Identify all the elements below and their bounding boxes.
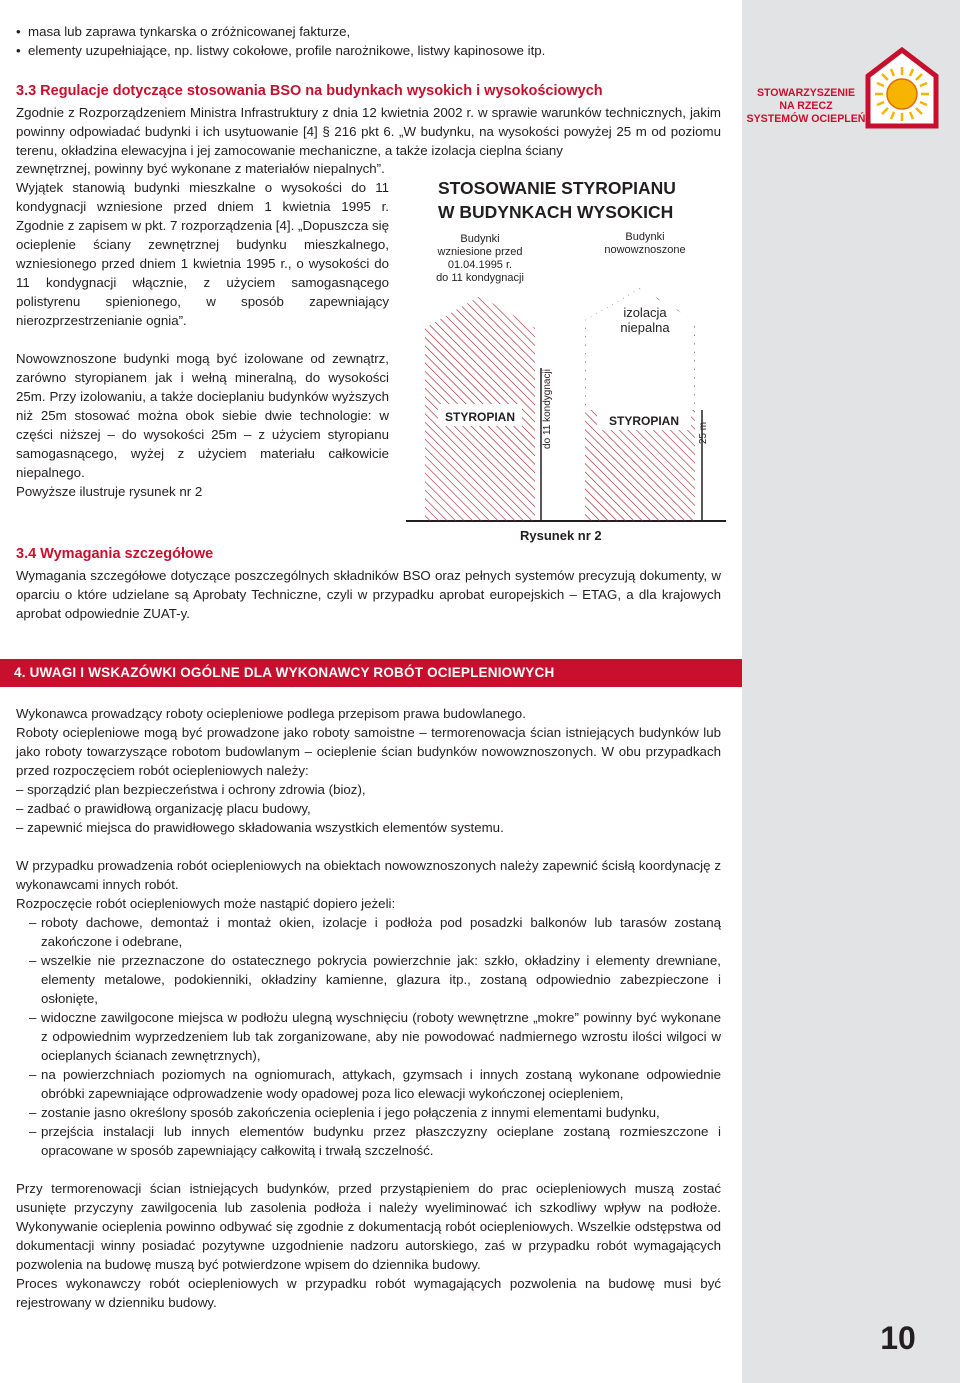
section-3-3-left-column — [16, 159, 389, 501]
paragraph: Wyjątek stanowią budynki mieszkalne o wysokości do 11 kondygnacji wzniesione przed dniem 1 kwietnia 1995 r. Zgodnie z zapisem w pkt. 7 rozporządzenia [4]. „Dopuszcza się ocieplenie ściany zewnętrznej budynku mieszkalnego, wzniesionego przed dniem 1 kwietnia 1995 r., o wysokości do 11 kondygnacji włącznie, z użyciem samogasnącego polistyrenu spienionego, w sposób zapewniający nierozprzestrzenianie ognia”. — [16, 180, 389, 328]
section-4-body — [16, 704, 721, 1312]
height-label: 25 m — [698, 421, 709, 445]
list-item-text: zostanie jasno określony sposób zakończenia ocieplenia i jego połączenia z innymi elementami budynku, — [41, 1105, 660, 1120]
label-line: izolacja — [623, 305, 667, 320]
paragraph: Wykonawca prowadzący roboty ociepleniowe podlega przepisom prawa budowlanego. — [16, 706, 526, 721]
sidebar-panel — [742, 0, 960, 1383]
label-line: wzniesione przed — [437, 246, 523, 258]
association-name-line: NA RZECZ — [779, 100, 833, 112]
section-3-4 — [16, 545, 721, 623]
paragraph: Wymagania szczegółowe dotyczące poszczególnych składników BSO oraz pełnych systemów precyzują dokumenty, w oparciu o które udzielane są Aprobaty Techniczne, czyli w przypadku aprobat europejskich – ETAG, a dla krajowych aprobat odpowiednie ZUAT-y. — [16, 568, 721, 621]
figure-title-line: W BUDYNKACH WYSOKICH — [438, 202, 674, 222]
association-name — [742, 87, 870, 126]
list-item: – wszelkie nie przeznaczone do ostatecznego pokrycia powierzchnie jak: szkło, okładziny i elementy drewniane, elementy metalowe, podokienniki, okładziny kamienne, glazura itp., zostaną odpowiednio zabezpieczone i osłonięte, — [29, 953, 721, 1006]
paragraph: Zgodnie z Rozporządzeniem Ministra Infrastruktury z dnia 12 kwietnia 2002 r. w sprawie warunków technicznych, jakim powinny odpowiadać budynki i ich usytuowanie [4] § 216 pkt 6. „W budynku, na wysokości powyżej 25 m od poziomu terenu, okładzina elewacyjna i jej zamocowanie mechaniczne, a także izolacja cieplna ściany — [16, 105, 721, 158]
paragraph: W przypadku prowadzenia robót ociepleniowych na obiektach nowowznoszonych należy zapewnić ścisłą koordynację z wykonawcami innych robót. — [16, 858, 721, 892]
list-item: – sporządzić plan bezpieczeństwa i ochrony zdrowia (bioz), — [16, 782, 366, 797]
paragraph: Roboty ociepleniowe mogą być prowadzone jako roboty samoistne – termorenowacja ścian istniejących budynków lub jako roboty towarzyszące robotom budowlanym – ocieplenie ścian budynków nowowznoszonych. W obu przypadkach przed rozpoczęciem robót ociepleniowych należy: — [16, 725, 721, 778]
paragraph: Powyższe ilustruje rysunek nr 2 — [16, 484, 203, 499]
page-number: 10 — [880, 1320, 916, 1356]
section-4-banner — [0, 659, 742, 687]
label-line: Budynki — [625, 231, 665, 243]
list-item: – zapewnić miejsca do prawidłowego składowania wszystkich elementów systemu. — [16, 820, 504, 835]
list-item-text: przejścia instalacji lub innych elementów budynku przez płaszczyzny ocieplane zostaną rozmieszczone i opracowane w sposób zapewniający całkowitą i trwałą szczelność. — [41, 1124, 721, 1158]
paragraph: Proces wykonawczy robót ociepleniowych w przypadku robót wymagających pozwolenia na budowę musi być rejestrowany w dzienniku budowy. — [16, 1276, 721, 1310]
association-name-line: SYSTEMÓW OCIEPLEŃ — [746, 113, 866, 125]
paragraph: Przy termorenowacji ścian istniejących budynków, przed przystąpieniem do prac ociepleniowych muszą zostać usunięte przyczyny zawilgocenia lub zasolenia podłoża i należy wyeliminować ich szkodliwy wpływ na podłoże. Wykonywanie ocieplenia powinno odbywać się zgodnie z dokumentacją robót ociepleniowych. Wszelkie odstępstwa od dokumentacji winny posiadać pozytywne uzgodnienie nadzoru autorskiego, zaś w przypadku robót wymagających pozwolenia na budowę muszą być potwierdzone wpisem do dziennika budowy. — [16, 1181, 721, 1272]
label-line: nowowznoszone — [604, 244, 686, 256]
list-item: • masa lub zaprawa tynkarska o zróżnicowanej fakturze, — [16, 22, 716, 41]
section-3-3 — [16, 82, 721, 160]
paragraph: zewnętrznej, powinny być wykonane z materiałów niepalnych”. — [16, 161, 385, 176]
old-building-label — [430, 233, 530, 285]
non-flammable-label — [595, 305, 695, 335]
list-item: • elementy uzupełniające, np. listwy cokołowe, profile narożnikowe, listwy kapinosowe itp. — [16, 41, 716, 60]
paragraph: Nowowznoszone budynki mogą być izolowane od zewnątrz, zarówno styropianem jak i wełną mineralną, do wysokości 25m. Przy izolowaniu, a także docieplaniu budynków wyższych niż 25m stosować można obok siebie dwie technologie: w części niższej – do wysokości 25m – z użyciem styropianu samogasnącego, wyżej z użyciem materiału całkowicie niepalnego. — [16, 351, 389, 480]
list-item: – przejścia instalacji lub innych elementów budynku przez płaszczyzny ocieplane zostaną rozmieszczone i opracowane w sposób zapewniający całkowitą i trwałą szczelność. — [29, 1124, 721, 1158]
label-line: do 11 kondygnacji — [436, 272, 524, 284]
styropian-label: STYROPIAN — [608, 414, 679, 428]
label-line: niepalna — [620, 320, 670, 335]
list-item: – na powierzchniach poziomych na ogniomurach, attykach, gzymsach i innych zostaną wykonane odpowiednie obróbki zapewniające odprowadzenie wody opadowej poza lico elewacji wykończonej ociepleniem, — [29, 1067, 721, 1101]
list-item-text: wszelkie nie przeznaczone do ostatecznego pokrycia powierzchnie jak: szkło, okładziny i elementy drewniane, elementy metalowe, podokienniki, okładziny kamienne, glazura itp., zostaną odpowiednio zabezpieczone i osłonięte, — [41, 953, 721, 1006]
list-item-text: widoczne zawilgocone miejsca w podłożu ulegną wyschnięciu (roboty wewnętrzne „mokre” powinny być wykonane z odpowiednim wyprzedzeniem lub tak zorganizowane, aby nie powodować nadmiernego wzrostu ilości wilgoci w ocieplanych ścianach zewnętrznych), — [41, 1010, 721, 1063]
figure-caption: Rysunek nr 2 — [520, 528, 602, 543]
association-logo-icon — [862, 44, 942, 132]
figure-title — [438, 176, 728, 224]
styropian-label: STYROPIAN — [444, 410, 515, 424]
section-heading: 3.3 Regulacje dotyczące stosowania BSO na budynkach wysokich i wysokościowych — [16, 83, 603, 99]
list-item-text: na powierzchniach poziomych na ogniomurach, attykach, gzymsach i innych zostaną wykonane odpowiednie obróbki zapewniające odprowadzenie wody opadowej poza lico elewacji wykończonej ociepleniem, — [41, 1067, 721, 1101]
paragraph: Rozpoczęcie robót ociepleniowych może nastąpić dopiero jeżeli: — [16, 896, 396, 911]
list-item: – zostanie jasno określony sposób zakończenia ocieplenia i jego połączenia z innymi elementami budynku, — [29, 1105, 660, 1120]
bullet-list — [16, 22, 716, 60]
height-label: do 11 kondygnacji — [542, 369, 553, 449]
section-heading: 3.4 Wymagania szczegółowe — [16, 546, 214, 562]
association-name-line: STOWARZYSZENIE — [756, 87, 856, 99]
list-item: – widoczne zawilgocone miejsca w podłożu ulegną wyschnięciu (roboty wewnętrzne „mokre” powinny być wykonane z odpowiednim wyprzedzeniem lub tak zorganizowane, aby nie powodować nadmiernego wzrostu ilości wilgoci w ocieplanych ścianach zewnętrznych), — [29, 1010, 721, 1063]
list-item-text: roboty dachowe, demontaż i montaż okien, izolacje i podłoża pod posadzki balkonów lub tarasów zostaną zakończone i odebrane, — [41, 915, 721, 949]
section-heading: 4. UWAGI I WSKAZÓWKI OGÓLNE DLA WYKONAWCY ROBÓT OCIEPLENIOWYCH — [14, 665, 555, 680]
figure-title-line: STOSOWANIE STYROPIANU — [438, 178, 676, 198]
label-line: Budynki — [460, 233, 500, 245]
label-line: 01.04.1995 r. — [447, 259, 513, 271]
list-item: – roboty dachowe, demontaż i montaż okien, izolacje i podłoża pod posadzki balkonów lub tarasów zostaną zakończone i odebrane, — [29, 915, 721, 949]
list-item: – zadbać o prawidłową organizację placu budowy, — [16, 801, 311, 816]
new-building-label — [595, 231, 695, 257]
